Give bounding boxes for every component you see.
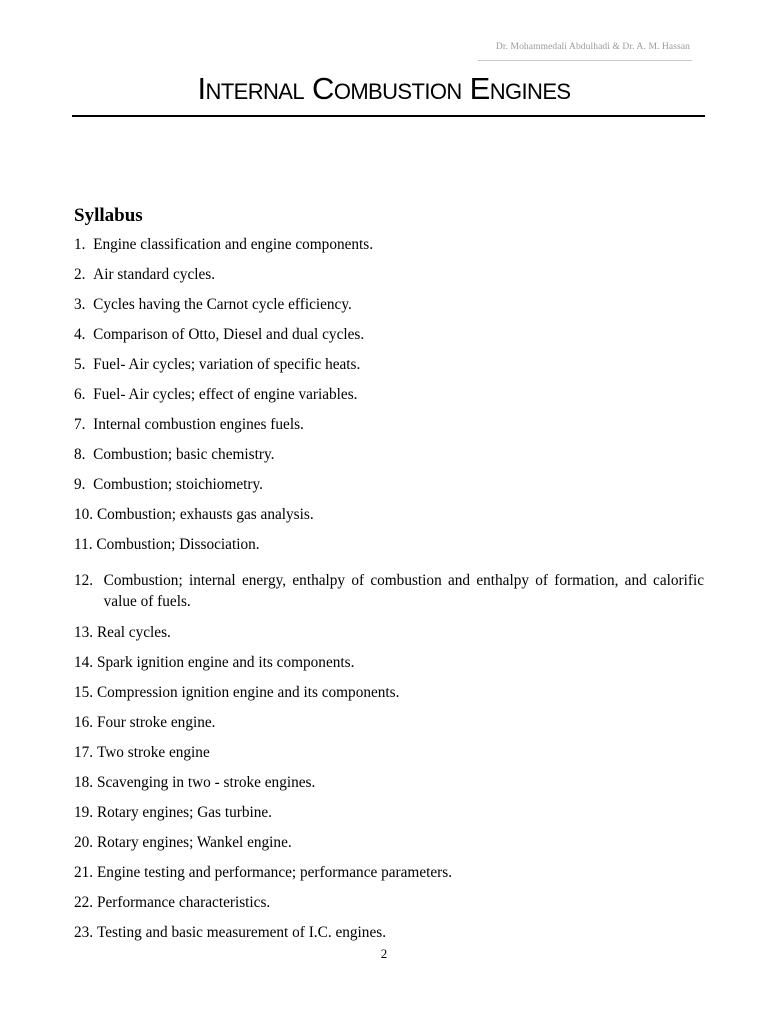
- syllabus-item: [74, 652, 704, 682]
- syllabus-item: [74, 414, 704, 444]
- syllabus-item: [74, 294, 704, 324]
- header-credit-divider: [478, 60, 692, 61]
- item-text: Combustion; Dissociation.: [96, 536, 260, 553]
- syllabus-item: [74, 892, 704, 922]
- document-title: Internal Combustion Engines: [197, 71, 571, 106]
- item-text: Spark ignition engine and its components.: [96, 654, 355, 671]
- item-text: Fuel- Air cycles; variation of specific heats.: [93, 356, 361, 373]
- item-number: 16.: [74, 714, 94, 731]
- item-text: Rotary engines; Wankel engine.: [96, 834, 292, 851]
- item-text: Performance characteristics.: [96, 894, 271, 911]
- syllabus-item: [74, 742, 704, 772]
- title-divider: [72, 115, 705, 117]
- syllabus-item: [74, 832, 704, 862]
- item-text: Fuel- Air cycles; effect of engine variables.: [93, 386, 358, 403]
- item-number: 15.: [74, 684, 94, 701]
- page-number: 2: [380, 946, 388, 961]
- syllabus-item: [74, 622, 704, 652]
- syllabus-item: [74, 234, 704, 264]
- syllabus-item: [74, 384, 704, 414]
- item-text: Combustion; exhausts gas analysis.: [96, 506, 314, 523]
- syllabus-item: [74, 862, 704, 892]
- item-number: 22.: [74, 894, 94, 911]
- item-number: 18.: [74, 774, 94, 791]
- item-number: 17.: [74, 744, 94, 761]
- item-number: 21.: [74, 864, 94, 881]
- header-author-credit: Dr. Mohammedali Abdulhadi & Dr. A. M. Hassan: [495, 42, 690, 52]
- syllabus-item: [74, 712, 704, 742]
- syllabus-item: [74, 682, 704, 712]
- syllabus-item: [74, 354, 704, 384]
- item-text: Engine classification and engine components.: [93, 236, 374, 253]
- item-number: 4.: [74, 326, 86, 343]
- syllabus-item: [74, 264, 704, 294]
- item-number: 8.: [74, 446, 86, 463]
- item-number: 12.: [74, 572, 94, 589]
- section-heading-syllabus: Syllabus: [74, 205, 143, 226]
- syllabus-item: [74, 324, 704, 354]
- item-text: Testing and basic measurement of I.C. engines.: [96, 924, 387, 941]
- item-number: 3.: [74, 296, 86, 313]
- syllabus-item: [74, 504, 704, 534]
- syllabus-item: [74, 534, 704, 564]
- syllabus-item: [74, 474, 704, 504]
- item-text: Four stroke engine.: [96, 714, 216, 731]
- item-text: Combustion; basic chemistry.: [93, 446, 275, 463]
- item-number: 11.: [74, 536, 93, 553]
- item-number: 2.: [74, 266, 86, 283]
- syllabus-item: [74, 444, 704, 474]
- item-text: Internal combustion engines fuels.: [93, 416, 304, 433]
- item-number: 7.: [74, 416, 86, 433]
- item-number: 5.: [74, 356, 86, 373]
- item-number: 10.: [74, 506, 94, 523]
- syllabus-item: [74, 772, 704, 802]
- item-number: 13.: [74, 624, 94, 641]
- item-number: 23.: [74, 924, 94, 941]
- syllabus-item: [74, 570, 704, 622]
- item-number: 6.: [74, 386, 86, 403]
- item-text: Combustion; stoichiometry.: [93, 476, 263, 493]
- item-text: Two stroke engine: [96, 744, 210, 761]
- item-number: 20.: [74, 834, 94, 851]
- item-number: 9.: [74, 476, 86, 493]
- syllabus-list: [74, 234, 704, 952]
- item-text: Cycles having the Carnot cycle efficiency.: [93, 296, 352, 313]
- item-text: Real cycles.: [96, 624, 171, 641]
- item-number: 1.: [74, 236, 86, 253]
- item-text: Engine testing and performance; performance parameters.: [96, 864, 453, 881]
- item-text: Air standard cycles.: [93, 266, 216, 283]
- item-text: Rotary engines; Gas turbine.: [96, 804, 272, 821]
- item-number: 14.: [74, 654, 94, 671]
- item-text: Comparison of Otto, Diesel and dual cycles.: [93, 326, 365, 343]
- item-text: Combustion; internal energy, enthalpy of combustion and enthalpy of formation, and calorific value of fuels.: [103, 572, 704, 610]
- syllabus-item: [74, 802, 704, 832]
- item-text: Compression ignition engine and its components.: [96, 684, 400, 701]
- item-text: Scavenging in two - stroke engines.: [96, 774, 316, 791]
- item-number: 19.: [74, 804, 94, 821]
